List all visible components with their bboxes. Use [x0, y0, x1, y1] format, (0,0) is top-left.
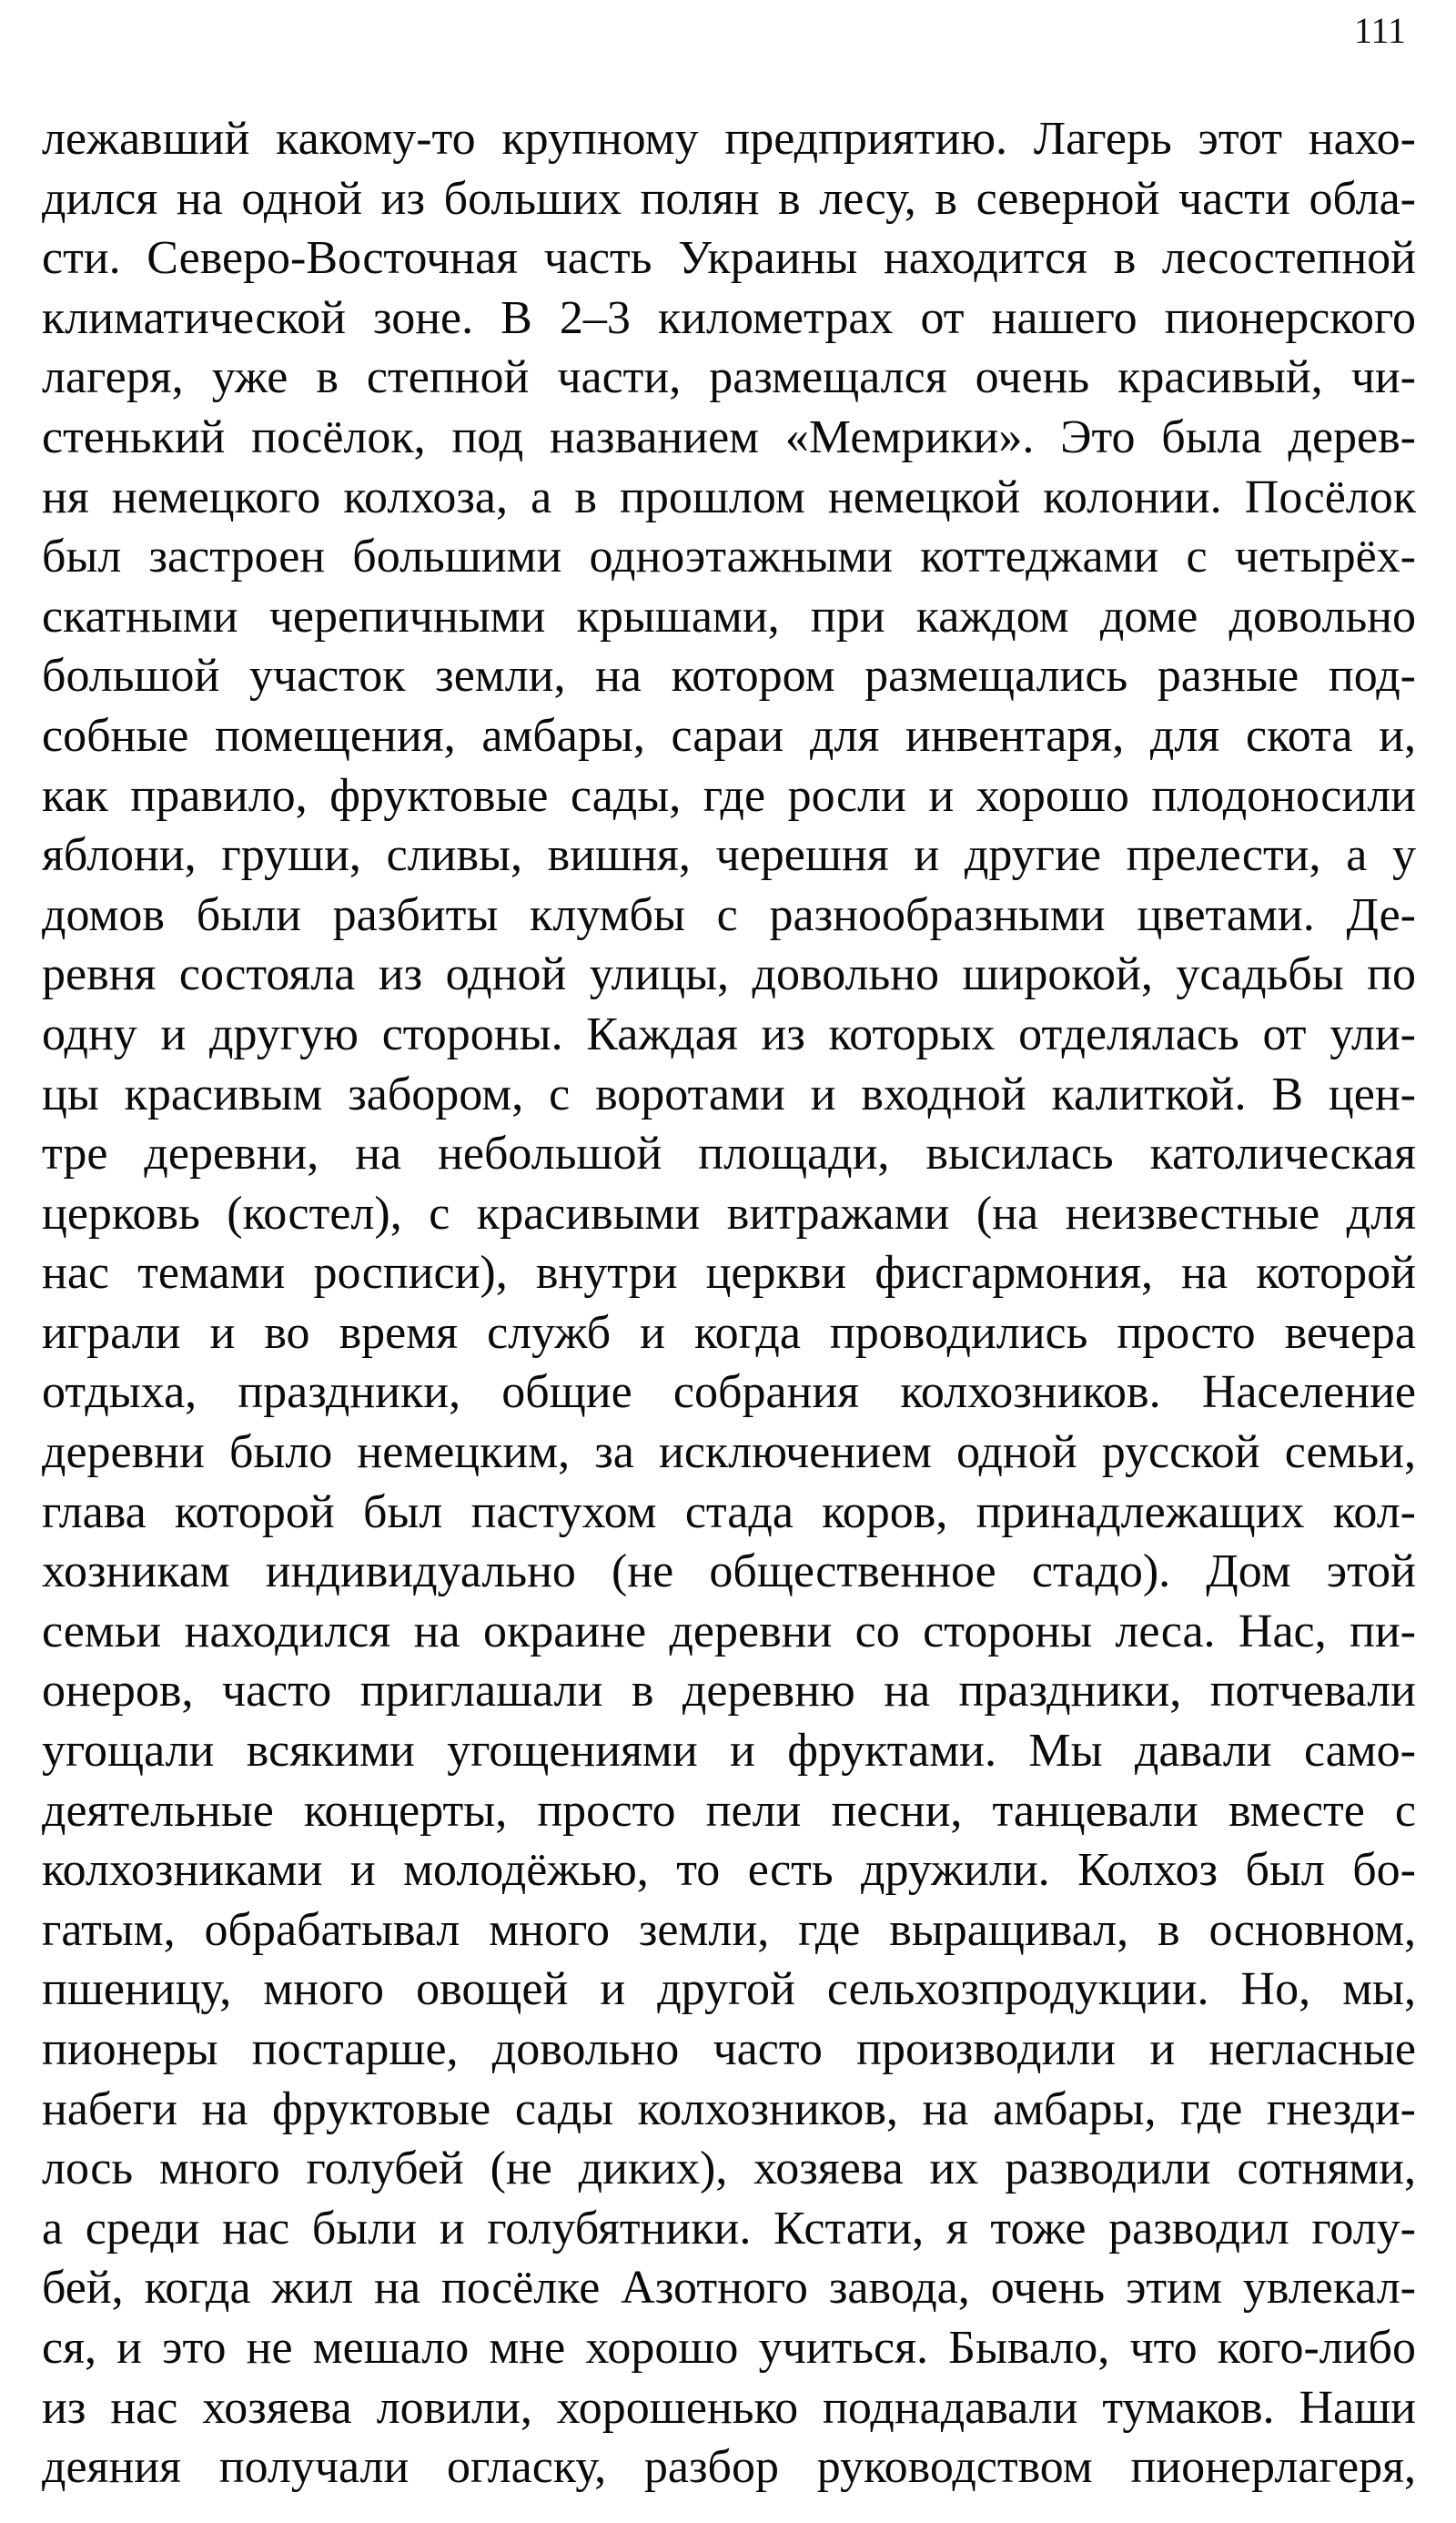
text-line: а среди нас были и голубятники. Кстати, я тоже разводил голу- [42, 2202, 1416, 2254]
text-line: домов были разбиты клумбы с разнообразными цветами. Де- [42, 888, 1416, 941]
text-line: из нас хозяева ловили, хорошенько поднадавали тумаков. Наши [42, 2381, 1416, 2434]
text-line: лагеря, уже в степной части, размещался очень красивый, чи- [42, 351, 1416, 404]
text-line: дился на одной из больших полян в лесу, в северной части обла- [42, 172, 1416, 225]
text-line: ня немецкого колхоза, а в прошлом немецкой колонии. Посёлок [42, 471, 1416, 523]
text-line: колхозниками и молодёжью, то есть дружили. Колхоз был бо- [42, 1844, 1416, 1897]
text-line: яблони, груши, сливы, вишня, черешня и другие прелести, а у [42, 829, 1416, 882]
text-line: пшеницу, много овощей и другой сельхозпродукции. Но, мы, [42, 1963, 1416, 2016]
text-line: играли и во время служб и когда проводились просто вечера [42, 1306, 1416, 1359]
text-line: гатым, обрабатывал много земли, где выращивал, в основном, [42, 1903, 1416, 1956]
text-line: лежавший какому-то крупному предприятию. Лагерь этот нахо- [42, 113, 1416, 165]
text-line: деятельные концерты, просто пели песни, танцевали вместе с [42, 1784, 1416, 1837]
text-line: пионеры постарше, довольно часто производили и негласные [42, 2023, 1416, 2075]
text-line: одну и другую стороны. Каждая из которых отделялась от ули- [42, 1008, 1416, 1060]
text-line: лось много голубей (не диких), хозяева их разводили сотнями, [42, 2143, 1416, 2195]
text-line: климатической зоне. В 2–3 километрах от нашего пионерского [42, 291, 1416, 344]
text-line: тре деревни, на небольшой площади, высилась католическая [42, 1128, 1416, 1180]
text-line: стенький посёлок, под названием «Мемрики». Это была дерев- [42, 410, 1416, 463]
text-line: ся, и это не мешало мне хорошо учиться. Бывало, что кого-либо [42, 2321, 1416, 2374]
text-line: бей, когда жил на посёлке Азотного завода, очень этим увлекал- [42, 2262, 1416, 2315]
text-line: скатными черепичными крышами, при каждом доме довольно [42, 590, 1416, 643]
text-line: нас темами росписи), внутри церкви фисгармония, на которой [42, 1247, 1416, 1300]
text-line: онеров, часто приглашали в деревню на праздники, потчевали [42, 1665, 1416, 1717]
text-line: набеги на фруктовые сады колхозников, на амбары, где гнезди- [42, 2082, 1416, 2135]
text-line: деревни было немецким, за исключением одной русской семьи, [42, 1426, 1416, 1479]
text-line: как правило, фруктовые сады, где росли и хорошо плодоносили [42, 769, 1416, 822]
text-line: сти. Северо-Восточная часть Украины находится в лесостепной [42, 232, 1416, 285]
text-line: угощали всякими угощениями и фруктами. Мы давали само- [42, 1725, 1416, 1778]
text-line: ревня состояла из одной улицы, довольно широкой, усадьбы по [42, 948, 1416, 1001]
text-line: глава которой был пастухом стада коров, принадлежащих кол- [42, 1485, 1416, 1538]
page-number: 111 [1353, 10, 1406, 51]
text-line: был застроен большими одноэтажными коттеджами с четырёх- [42, 531, 1416, 583]
text-line: отдыха, праздники, общие собрания колхозников. Население [42, 1366, 1416, 1419]
body-text [42, 109, 1416, 2498]
text-line: цы красивым забором, с воротами и входной калиткой. В цен- [42, 1068, 1416, 1120]
text-line: церковь (костел), с красивыми витражами (на неизвестные для [42, 1187, 1416, 1240]
text-line: деяния получали огласку, разбор руководством пионерлагеря, [42, 2441, 1416, 2494]
text-line: собные помещения, амбары, сараи для инвентаря, для скота и, [42, 709, 1416, 762]
text-line: большой участок земли, на котором размещались разные под- [42, 650, 1416, 703]
text-line: хозникам индивидуально (не общественное стадо). Дом этой [42, 1545, 1416, 1598]
text-line: семьи находился на окраине деревни со стороны леса. Нас, пи- [42, 1605, 1416, 1657]
